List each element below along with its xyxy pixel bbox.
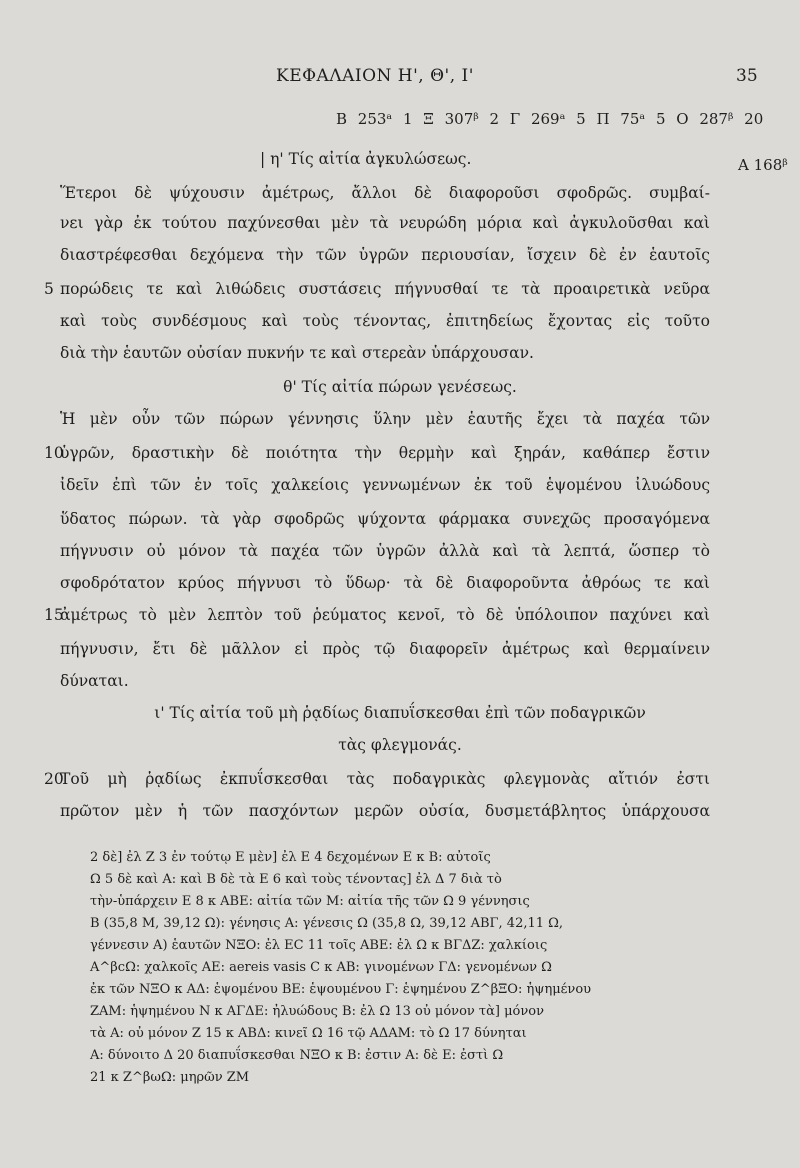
text-line: πρῶτον μὲν ἡ τῶν πασχόντων μερῶν οὐσία, δυσμετάβλητος ὑπάρχουσα bbox=[60, 802, 710, 820]
text-line: πήγνυσιν, ἔτι δὲ μᾶλλον εἰ πρὸς τῷ διαφορεῖν ἀμέτρως καὶ θερμαίνειν bbox=[60, 640, 710, 658]
text-line: ἰδεῖν ἐπὶ τῶν ἐν τοῖς χαλκείοις γεννωμένων ἐκ τοῦ ἑψομένου ἰλυώδους bbox=[60, 476, 710, 494]
text-line: πήγνυσιν οὐ μόνον τὰ παχέα τῶν ὑγρῶν ἀλλὰ καὶ τὰ λεπτά, ὥσπερ τὸ bbox=[60, 542, 710, 560]
text-line: Ἡ μὲν οὖν τῶν πώρων γέννησις ὕλην μὲν ἑαυτῆς ἔχει τὰ παχέα τῶν bbox=[60, 410, 710, 428]
text-line: ὑγρῶν, δραστικὴν δὲ ποιότητα τὴν θερμὴν καὶ ξηράν, καθάπερ ἔστιν bbox=[60, 444, 710, 462]
apparatus-line: A^βcΩ: χαλκοῖς AE: aereis vasis C κ AB: γινομένων ΓΔ: γενομένων Ω bbox=[90, 960, 552, 975]
line-number: 20 bbox=[44, 770, 64, 788]
text-line: διὰ τὴν ἑαυτῶν οὐσίαν πυκνήν τε καὶ στερεὰν ὑπάρχουσαν. bbox=[60, 344, 534, 362]
text-line: Ἕτεροι δὲ ψύχουσιν ἀμέτρως, ἄλλοι δὲ διαφοροῦσι σφοδρῶς. συμβαί- bbox=[60, 184, 710, 202]
apparatus-line: ZAM: ἡψημένου N κ AΓΔE: ἠλυώδους B: ἐλ Ω 13 οὐ μόνον τὰ] μόνον bbox=[90, 1004, 545, 1019]
margin-reference: A 168ᵝ bbox=[738, 156, 788, 174]
line-number: 15 bbox=[44, 606, 64, 624]
text-line: διαστρέφεσθαι δεχόμενα τὴν τῶν ὑγρῶν περιουσίαν, ἴσχειν δὲ ἐν ἑαυτοῖς bbox=[60, 246, 710, 264]
text-line: σφοδρότατον κρύος πήγνυσι τὸ ὕδωρ· τὰ δὲ διαφοροῦντα ἀθρόως τε καὶ bbox=[60, 574, 710, 592]
text-line: καὶ τοὺς συνδέσμους καὶ τοὺς τένοντας, ἐπιτηδείως ἔχοντας εἰς τοῦτο bbox=[60, 312, 710, 330]
apparatus-line: τὰ A: οὐ μόνον Z 15 κ ABΔ: κινεῖ Ω 16 τῷ AΔAM: τὸ Ω 17 δύνηται bbox=[90, 1026, 527, 1041]
apparatus-line: ἐκ τῶν NΞO κ AΔ: ἑψομένου BE: ἑψουμένου Γ: ἑψημένου Z^βΞO: ἡψημένου bbox=[90, 982, 592, 997]
chapter-heading-theta: θ' Τίς αἰτία πώρων γενέσεως. bbox=[283, 378, 517, 396]
chapter-heading-iota: ι' Τίς αἰτία τοῦ μὴ ῥᾳδίως διαπυΐσκεσθαι ἐπὶ τῶν ποδαγρικῶν bbox=[154, 704, 646, 722]
text-line: δύναται. bbox=[60, 672, 129, 690]
chapter-heading-eta: | η' Τίς αἰτία ἀγκυλώσεως. bbox=[260, 150, 472, 168]
apparatus-line: γέννεσιν A) ἑαυτῶν NΞO: ἐλ EC 11 τοῖς ABE: ἐλ Ω κ BΓΔZ: χαλκίοις bbox=[90, 938, 548, 953]
apparatus-line: 2 δὲ] ἐλ Z 3 ἐν τούτῳ E μὲν] ἐλ E 4 δεχομένων E κ B: αὐτοῖς bbox=[90, 850, 491, 865]
line-number: 5 bbox=[44, 280, 54, 298]
apparatus-line: 21 κ Z^βωΩ: μηρῶν ZM bbox=[90, 1070, 250, 1085]
line-number: 10 bbox=[44, 444, 64, 462]
text-line: νει γὰρ ἐκ τούτου παχύνεσθαι μὲν τὰ νευρώδη μόρια καὶ ἀγκυλοῦσθαι καὶ bbox=[60, 214, 710, 232]
chapter-heading-iota-cont: τὰς φλεγμονάς. bbox=[338, 736, 462, 754]
text-line: ἀμέτρως τὸ μὲν λεπτὸν τοῦ ῥεύματος κενοῖ, τὸ δὲ ὑπόλοιπον παχύνει καὶ bbox=[60, 606, 710, 624]
running-title: ΚΕΦΑΛΑΙΟΝ Η', Θ', Ι' bbox=[276, 66, 474, 86]
text-line: Τοῦ μὴ ῥᾳδίως ἐκπυΐσκεσθαι τὰς ποδαγρικὰς φλεγμονὰς αἴτιόν ἐστι bbox=[60, 770, 710, 788]
text-line: πορώδεις τε καὶ λιθώδεις συστάσεις πήγνυσθαί τε τὰ προαιρετικὰ νεῦρα bbox=[60, 280, 710, 298]
apparatus-line: Ω 5 δὲ καὶ A: καὶ B δὲ τὰ E 6 καὶ τοὺς τένοντας] ἐλ Δ 7 διὰ τὸ bbox=[90, 872, 502, 887]
apparatus-line: A: δύνοιτο Δ 20 διαπυΐσκεσθαι NΞO κ B: ἐστιν A: δὲ E: ἐστὶ Ω bbox=[90, 1048, 504, 1063]
apparatus-line: τὴν-ὑπάρχειν E 8 κ ABE: αἰτία τῶν M: αἰτία τῆς τῶν Ω 9 γέννησις bbox=[90, 894, 530, 909]
page-number: 35 bbox=[736, 66, 758, 86]
apparatus-line: B (35,8 M, 39,12 Ω): γένησις A: γένεσις Ω (35,8 Ω, 39,12 ABΓ, 42,11 Ω, bbox=[90, 916, 564, 931]
text-line: ὕδατος πώρων. τὰ γὰρ σφοδρῶς ψύχοντα φάρμακα συνεχῶς προσαγόμενα bbox=[60, 510, 710, 528]
manuscript-references: B 253ᵃ 1 Ξ 307ᵝ 2 Γ 269ᵃ 5 Π 75ᵃ 5 O 287ᵝ 20 bbox=[336, 110, 764, 128]
